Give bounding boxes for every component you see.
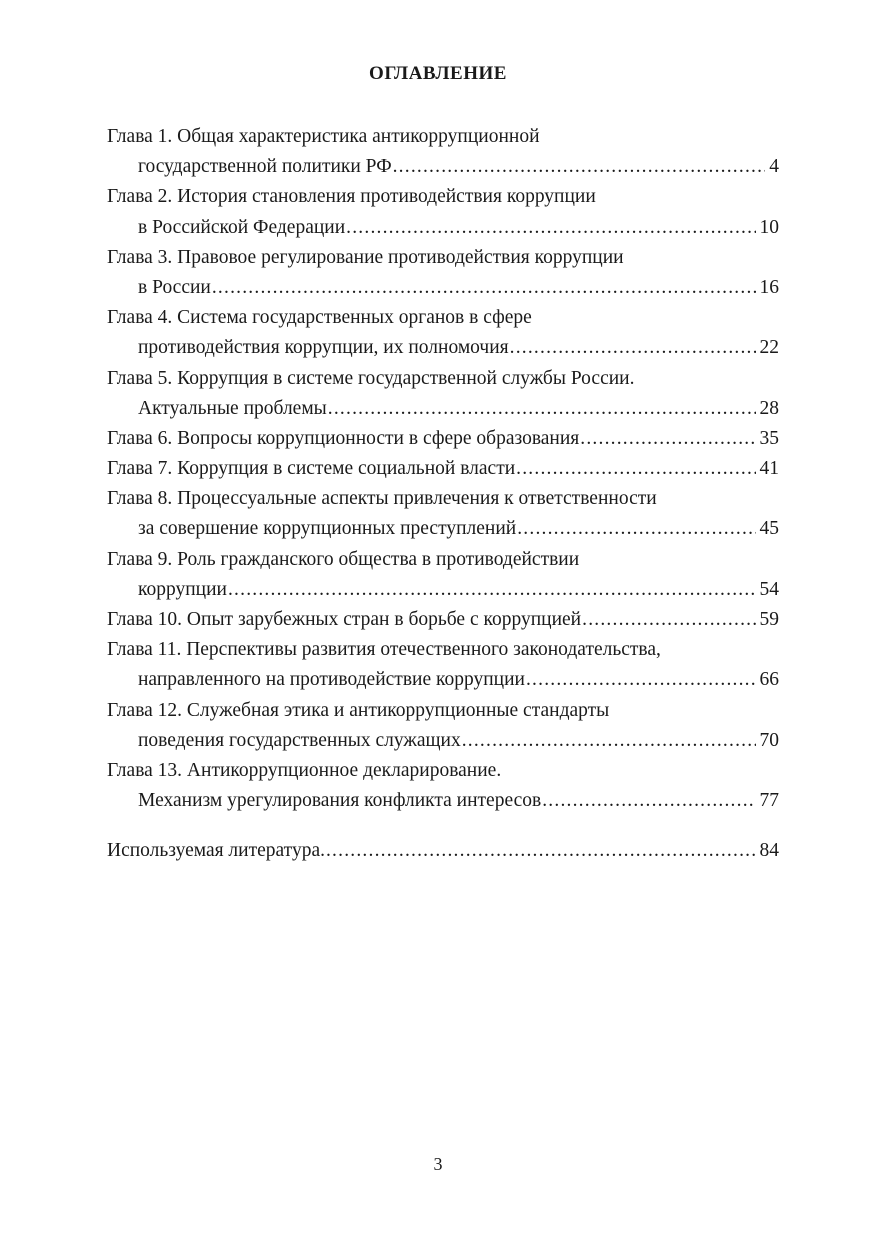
- dot-leader: [542, 786, 755, 816]
- toc-entry-1-text: государственной политики РФ: [138, 156, 392, 178]
- toc-entry-4-page: 22: [759, 337, 779, 359]
- dot-leader: [526, 665, 756, 695]
- toc-entry-8-page: 45: [759, 518, 779, 540]
- toc-entry-6-title: Глава 6. Вопросы коррупционности в сфере образования: [107, 427, 580, 449]
- toc-entry-13-page: 77: [759, 790, 779, 812]
- toc-entry-literature: [107, 836, 779, 866]
- toc-entry-12-page: 70: [759, 729, 779, 751]
- toc-entry-5-text: Актуальные проблемы: [138, 397, 327, 419]
- toc-entry-7: [107, 454, 779, 484]
- dot-leader: [326, 836, 756, 866]
- dot-leader: [516, 454, 755, 484]
- dot-leader: [510, 333, 756, 363]
- toc-entry-2-title: Глава 2. История становления противодействия коррупции: [107, 186, 596, 208]
- toc-entry-2-page: 10: [759, 216, 779, 238]
- toc-entry-4-title: Глава 4. Система государственных органов в сфере: [107, 307, 532, 329]
- toc-entry-9-continuation: [107, 575, 779, 605]
- toc-entry-5-page: 28: [759, 397, 779, 419]
- dot-leader: [228, 575, 756, 605]
- toc-entry-1-continuation: [107, 152, 779, 182]
- toc-entry-5-continuation: [107, 394, 779, 424]
- toc-entry-12-title: Глава 12. Служебная этика и антикоррупционные стандарты: [107, 699, 610, 721]
- toc-entry-1-page: 4: [769, 156, 779, 178]
- toc-entry-7-page: 41: [759, 458, 779, 480]
- toc-entry-10-page: 59: [759, 609, 779, 630]
- dot-leader: [328, 394, 756, 424]
- toc-entry-7-title: Глава 7. Коррупция в системе социальной власти: [107, 458, 516, 480]
- toc-entry-10-title: Глава 10. Опыт зарубежных стран в борьбе с коррупцией: [107, 609, 582, 630]
- dot-leader: [462, 726, 756, 756]
- toc-entry-6-page: 35: [759, 427, 779, 449]
- toc-entry-11-title: Глава 11. Перспективы развития отечественного законодательства,: [107, 639, 661, 661]
- toc-entry-13-text: Механизм урегулирования конфликта интересов: [138, 790, 542, 812]
- toc-literature-page: 84: [759, 840, 779, 862]
- toc-entry-9-page: 54: [759, 578, 779, 600]
- toc-entry-10: [107, 605, 779, 635]
- table-of-contents: [107, 122, 779, 867]
- toc-entry-13-continuation: [107, 786, 779, 816]
- toc-spacer: [107, 816, 779, 836]
- dot-leader: [346, 213, 755, 243]
- toc-entry-4-text: противодействия коррупции, их полномочия: [138, 337, 509, 359]
- page-title: ОГЛАВЛЕНИЕ: [369, 63, 507, 84]
- toc-entry-6: [107, 424, 779, 454]
- toc-entry-2-text: в Российской Федерации: [138, 216, 346, 238]
- toc-entry-11-text: направленного на противодействие коррупции: [138, 669, 525, 691]
- toc-literature-title: Используемая литература.: [107, 840, 325, 862]
- toc-entry-2-continuation: [107, 213, 779, 243]
- toc-entry-12-text: поведения государственных служащих: [138, 729, 461, 751]
- toc-entry-8-title: Глава 8. Процессуальные аспекты привлечения к ответственности: [107, 488, 657, 510]
- toc-entry-5-title: Глава 5. Коррупция в системе государственной службы России.: [107, 367, 635, 389]
- toc-entry-1-title: Глава 1. Общая характеристика антикоррупционной: [107, 126, 540, 147]
- toc-entry-3-page: 16: [759, 276, 779, 298]
- toc-entry-11-page: 66: [759, 669, 779, 691]
- toc-entry-13-title: Глава 13. Антикоррупционное декларирование.: [107, 759, 502, 781]
- toc-entry-11-continuation: [107, 665, 779, 695]
- dot-leader: [582, 605, 755, 635]
- toc-entry-9-text: коррупции: [138, 578, 227, 600]
- dot-leader: [393, 152, 766, 182]
- toc-entry-3-title: Глава 3. Правовое регулирование противодействия коррупции: [107, 246, 624, 268]
- dot-leader: [580, 424, 755, 454]
- page-number: 3: [433, 1154, 443, 1174]
- toc-entry-4-continuation: [107, 333, 779, 363]
- toc-entry-9-title: Глава 9. Роль гражданского общества в противодействии: [107, 548, 580, 570]
- dot-leader: [212, 273, 756, 303]
- toc-entry-3-continuation: [107, 273, 779, 303]
- toc-entry-3-text: в России: [138, 276, 211, 298]
- toc-entry-12-continuation: [107, 726, 779, 756]
- toc-entry-8-continuation: [107, 514, 779, 544]
- dot-leader: [517, 514, 755, 544]
- toc-entry-8-text: за совершение коррупционных преступлений: [138, 518, 517, 540]
